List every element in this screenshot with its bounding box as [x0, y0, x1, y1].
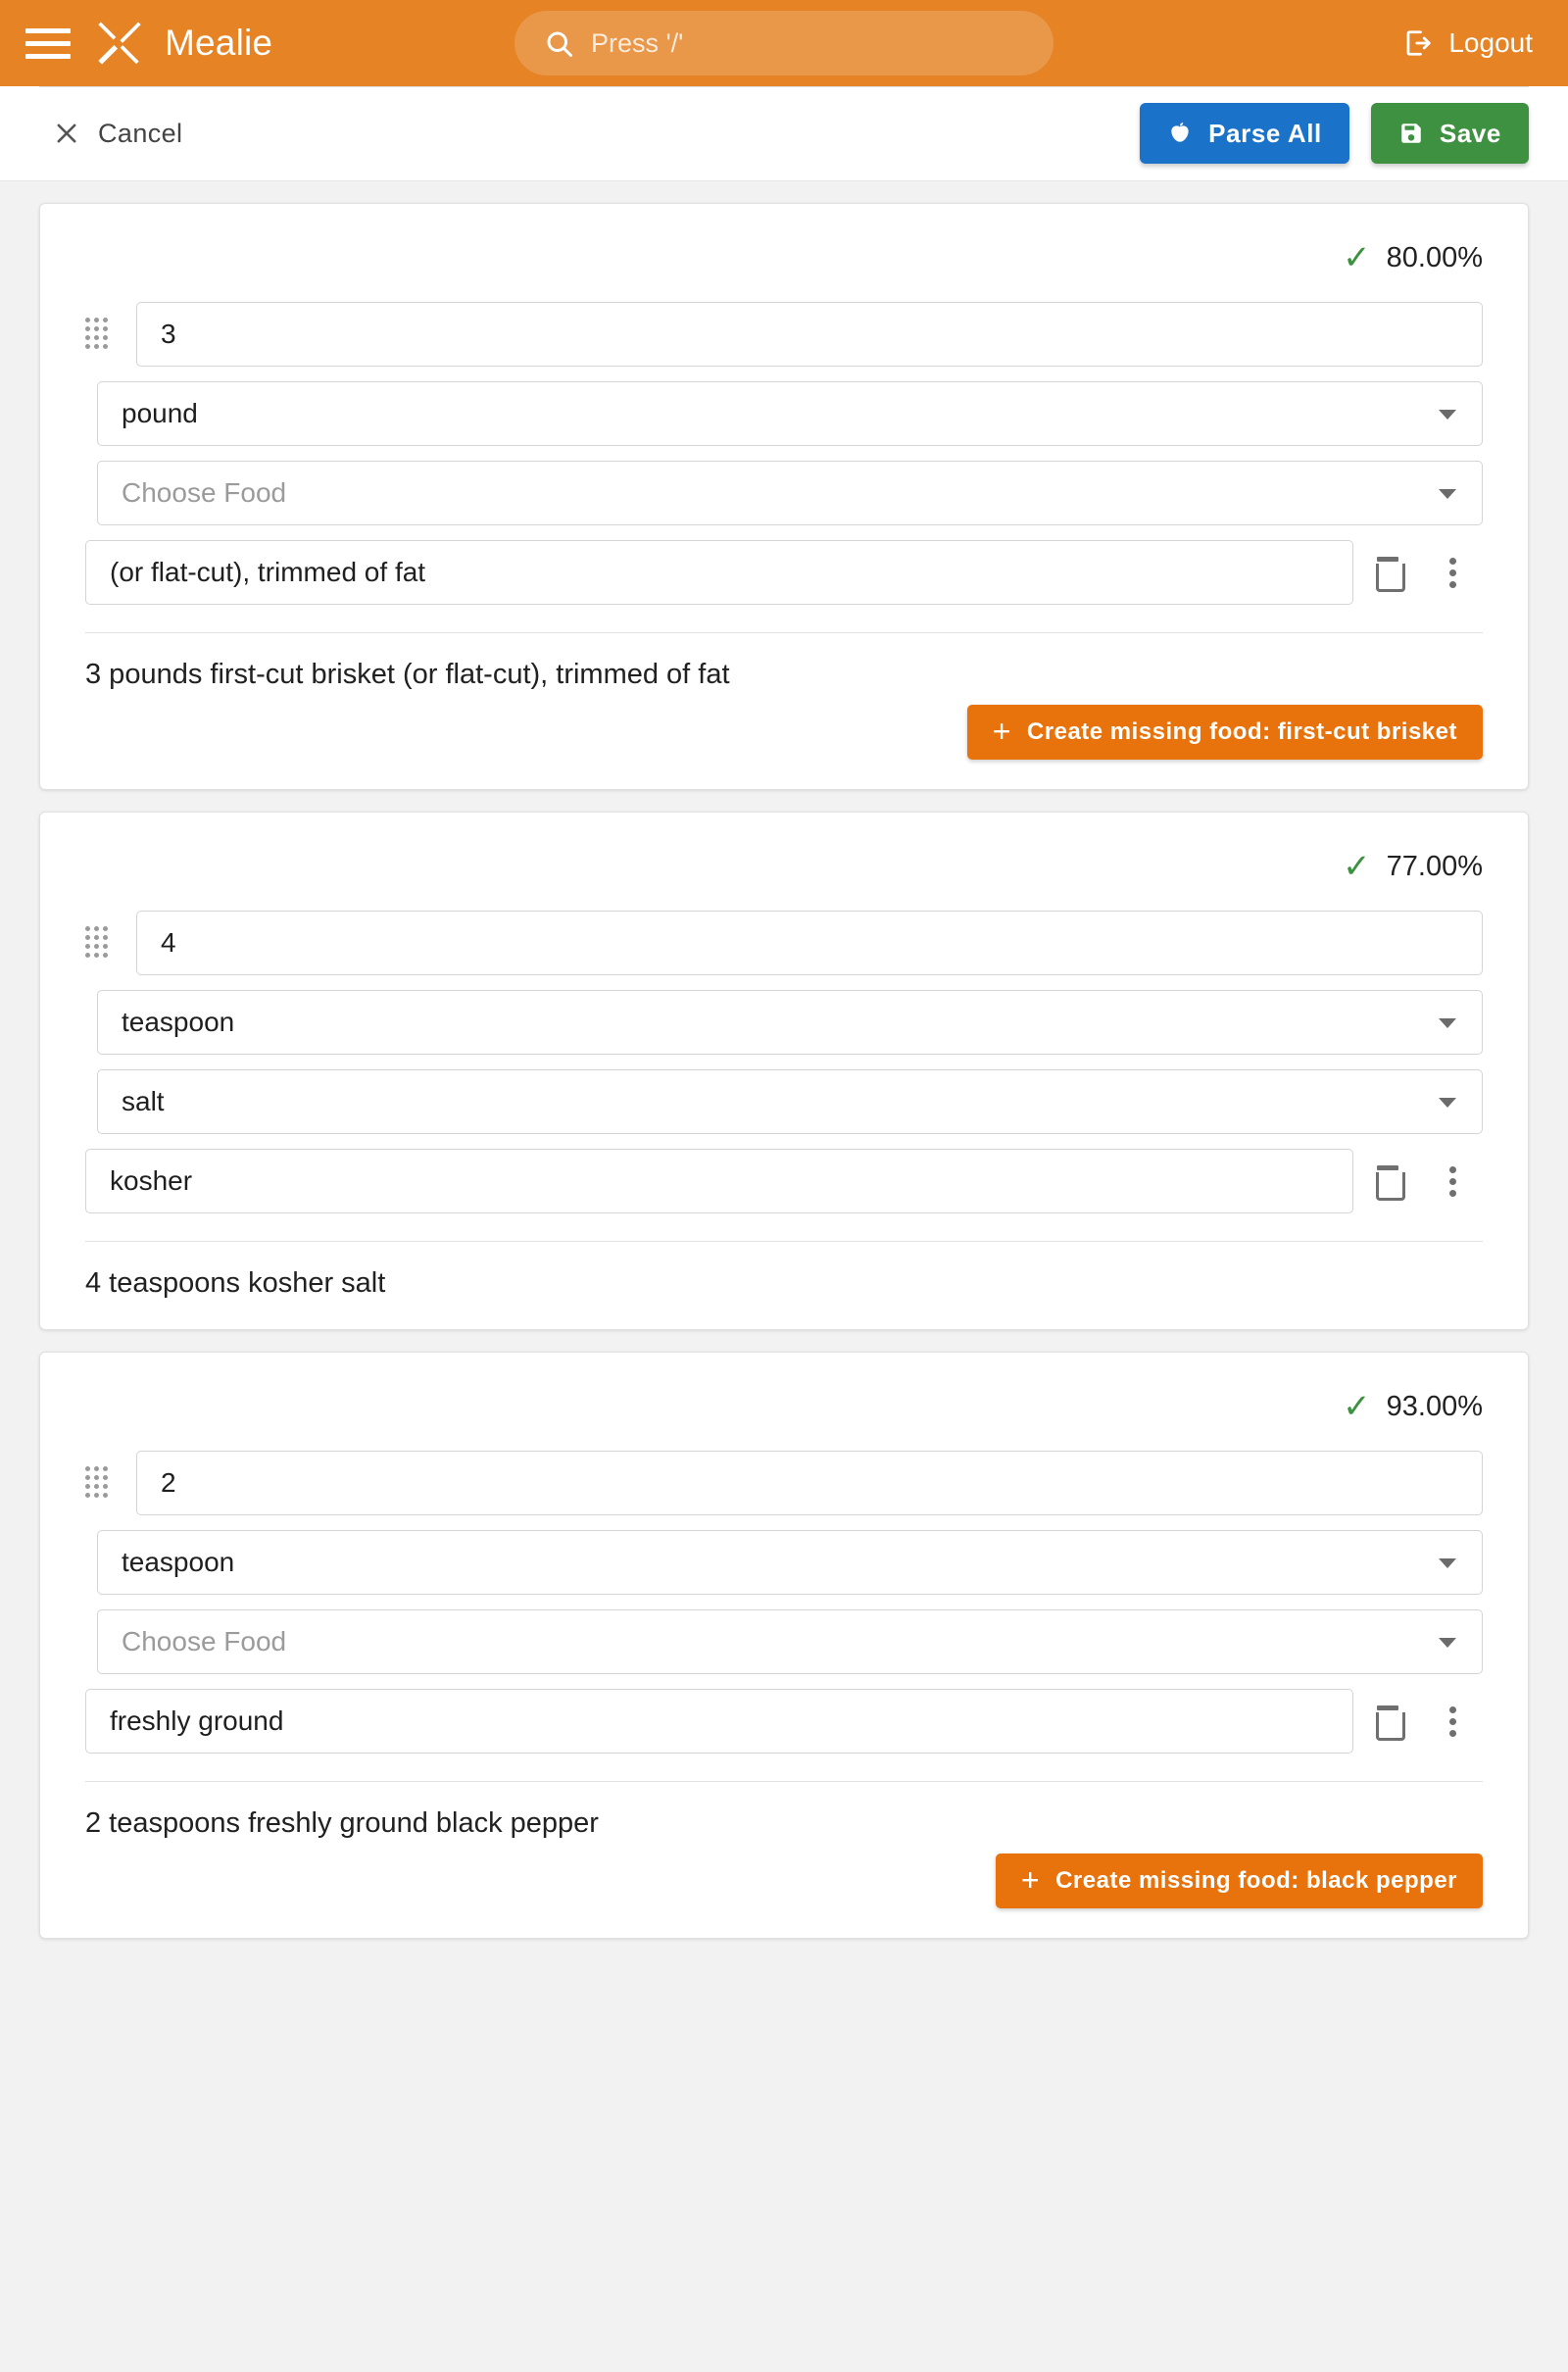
food-row	[85, 1609, 1483, 1674]
search-input[interactable]	[514, 11, 1054, 75]
create-missing-food-label: Create missing food: first-cut brisket	[1026, 718, 1457, 745]
search-placeholder: Press '/'	[591, 27, 684, 58]
score-value: 93.00%	[1386, 1390, 1483, 1422]
plus-icon: +	[1020, 1861, 1041, 1898]
food-apple-icon	[1167, 121, 1193, 146]
food-row	[85, 1069, 1483, 1134]
check-icon: ✓	[1343, 848, 1371, 885]
delete-ingredient-button[interactable]	[1357, 1691, 1418, 1752]
missing-food-row	[85, 1853, 1483, 1908]
food-select[interactable]: Choose Food	[97, 461, 1483, 525]
food-select[interactable]: salt	[97, 1069, 1483, 1134]
app-title: Mealie	[165, 23, 273, 63]
unit-select[interactable]: teaspoon	[97, 990, 1483, 1055]
unit-row	[85, 990, 1483, 1055]
note-input[interactable]: freshly ground	[85, 1689, 1353, 1754]
ingredient-menu-button[interactable]	[1422, 542, 1483, 603]
dots-vertical-icon	[1449, 1706, 1456, 1737]
trash-icon	[1373, 557, 1402, 589]
create-missing-food-label: Create missing food: black pepper	[1055, 1867, 1457, 1894]
confidence-score	[85, 838, 1483, 895]
logout-icon	[1403, 28, 1433, 58]
logout-button[interactable]	[1403, 27, 1533, 59]
quantity-row	[85, 911, 1483, 975]
delete-ingredient-button[interactable]	[1357, 542, 1418, 603]
trash-icon	[1373, 1705, 1402, 1738]
cancel-label: Cancel	[98, 118, 183, 148]
dots-vertical-icon	[1449, 558, 1456, 588]
ingredient-card	[39, 1352, 1529, 1939]
ingredient-card	[39, 203, 1529, 790]
app-bar	[0, 0, 1568, 86]
brand[interactable]	[92, 16, 272, 71]
quantity-input[interactable]: 2	[136, 1451, 1483, 1515]
food-select[interactable]: Choose Food	[97, 1609, 1483, 1674]
editor-toolbar	[0, 86, 1568, 181]
original-text: 2 teaspoons freshly ground black pepper	[85, 1807, 599, 1839]
drag-handle-icon[interactable]	[85, 318, 115, 351]
confidence-score	[85, 1378, 1483, 1435]
quantity-input[interactable]: 3	[136, 302, 1483, 367]
score-value: 77.00%	[1386, 850, 1483, 882]
note-row	[85, 540, 1483, 605]
quantity-input[interactable]: 4	[136, 911, 1483, 975]
note-input[interactable]: kosher	[85, 1149, 1353, 1213]
save-icon	[1398, 121, 1424, 146]
unit-select[interactable]: teaspoon	[97, 1530, 1483, 1595]
unit-row	[85, 381, 1483, 446]
ingredient-menu-button[interactable]	[1422, 1691, 1483, 1752]
save-label: Save	[1439, 118, 1501, 148]
original-text: 3 pounds first-cut brisket (or flat-cut), trimmed of fat	[85, 659, 730, 690]
food-row	[85, 461, 1483, 525]
quantity-row	[85, 1451, 1483, 1515]
check-icon: ✓	[1343, 1388, 1371, 1425]
unit-row	[85, 1530, 1483, 1595]
delete-ingredient-button[interactable]	[1357, 1151, 1418, 1211]
ingredient-menu-button[interactable]	[1422, 1151, 1483, 1211]
create-missing-food-button[interactable]	[967, 705, 1483, 760]
drag-handle-icon[interactable]	[85, 926, 115, 960]
plus-icon: +	[992, 713, 1011, 749]
quantity-row	[85, 302, 1483, 367]
check-icon: ✓	[1343, 239, 1371, 276]
toolbar-actions	[1140, 103, 1529, 164]
save-button[interactable]	[1371, 103, 1529, 164]
trash-icon	[1373, 1165, 1402, 1198]
mealie-logo-icon	[92, 16, 147, 71]
confidence-score	[85, 229, 1483, 286]
drag-handle-icon[interactable]	[85, 1466, 115, 1500]
unit-select[interactable]: pound	[97, 381, 1483, 446]
score-value: 80.00%	[1386, 241, 1483, 273]
missing-food-row	[85, 705, 1483, 760]
dots-vertical-icon	[1449, 1166, 1456, 1197]
note-input[interactable]: (or flat-cut), trimmed of fat	[85, 540, 1353, 605]
logout-label: Logout	[1448, 27, 1533, 58]
cancel-button[interactable]	[39, 109, 196, 159]
parse-all-button[interactable]	[1140, 103, 1349, 164]
ingredient-list	[0, 203, 1568, 1939]
create-missing-food-button[interactable]	[996, 1853, 1483, 1908]
parse-all-label: Parse All	[1208, 118, 1322, 148]
ingredient-card	[39, 812, 1529, 1330]
search-icon	[544, 28, 573, 58]
note-row	[85, 1689, 1483, 1754]
original-text: 4 teaspoons kosher salt	[85, 1267, 386, 1299]
menu-icon[interactable]	[25, 21, 71, 66]
note-row	[85, 1149, 1483, 1213]
close-icon	[53, 120, 80, 147]
